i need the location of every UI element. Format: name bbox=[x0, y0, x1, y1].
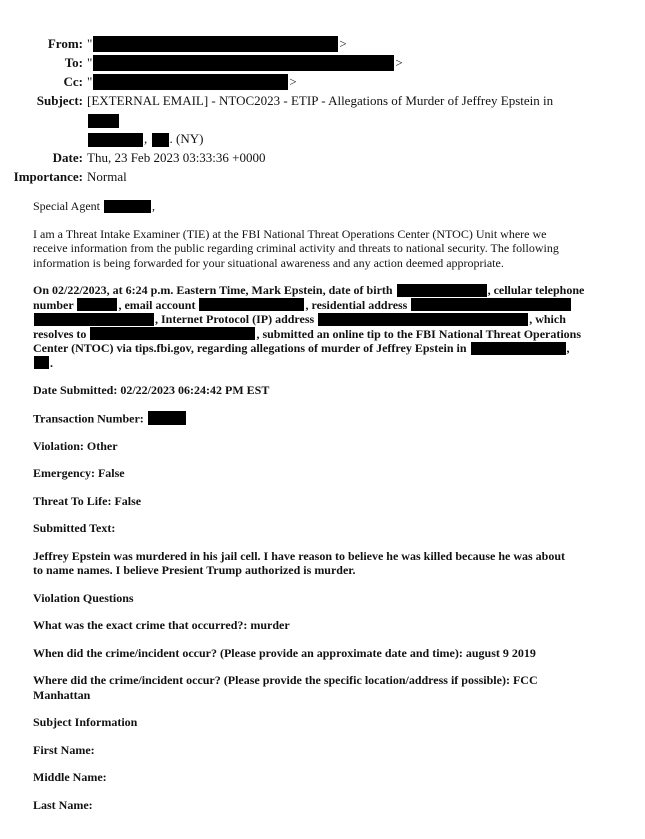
text-run: > bbox=[395, 55, 403, 70]
text-run: Center (NTOC) via tips.fbi.gov, regarding allegations of murder of Jeffrey Epstein in bbox=[33, 341, 470, 355]
header-field-importance bbox=[0, 167, 645, 186]
text-run: Subject Information bbox=[33, 715, 138, 729]
redaction-bar bbox=[397, 284, 487, 297]
text-run: " bbox=[87, 74, 93, 89]
paragraph bbox=[33, 199, 643, 214]
redaction-bar bbox=[199, 298, 304, 311]
text-run: Submitted Text: bbox=[33, 521, 116, 535]
paragraph bbox=[33, 715, 643, 730]
paragraph bbox=[33, 591, 643, 606]
header-field-cc bbox=[0, 72, 645, 91]
text-run: , submitted an online tip to the FBI National Threat Operations bbox=[256, 326, 582, 341]
redaction-bar bbox=[90, 327, 255, 340]
text-run: , residential address bbox=[305, 297, 411, 312]
paragraph bbox=[33, 618, 643, 633]
header-field-value bbox=[83, 34, 588, 53]
paragraph bbox=[33, 411, 643, 426]
paragraph bbox=[33, 549, 643, 578]
paragraph bbox=[33, 494, 643, 509]
paragraph bbox=[33, 646, 643, 661]
header-field-date bbox=[0, 148, 645, 167]
redaction-bar bbox=[34, 313, 154, 326]
text-run: When did the crime/incident occur? (Please provide an approximate date and time): august 9 2019 bbox=[33, 645, 536, 660]
redaction-bar bbox=[471, 342, 566, 355]
paragraph bbox=[33, 770, 643, 785]
text-run: " bbox=[87, 36, 93, 51]
redaction-bar bbox=[411, 298, 571, 311]
text-run: , Internet Protocol (IP) address bbox=[155, 312, 318, 326]
header-field-label: Importance: bbox=[13, 169, 83, 184]
redaction-bar bbox=[148, 411, 186, 425]
text-run: resolves to bbox=[33, 326, 90, 341]
redaction-bar bbox=[93, 55, 394, 71]
header-field-value bbox=[83, 91, 588, 148]
redaction-bar bbox=[88, 133, 143, 147]
text-run: Thu, 23 Feb 2023 03:33:36 +0000 bbox=[87, 150, 266, 165]
header-field-label: From: bbox=[47, 36, 83, 51]
text-run: Last Name: bbox=[33, 797, 93, 812]
text-run: to name names. I believe Presient Trump authorized is murder. bbox=[33, 563, 356, 577]
text-run: Jeffrey Epstein was murdered in his jail cell. I have reason to believe he was killed because he was about bbox=[33, 548, 565, 563]
redaction-bar bbox=[77, 298, 117, 311]
paragraph bbox=[33, 673, 643, 702]
paragraph bbox=[33, 466, 643, 481]
text-run: > bbox=[289, 74, 297, 89]
header-field-label: Cc: bbox=[63, 74, 83, 89]
text-run: information is being forwarded for your situational awareness and any action deemed appropriate. bbox=[33, 255, 504, 270]
text-run: Date Submitted: 02/22/2023 06:24:42 PM EST bbox=[33, 383, 270, 397]
text-run: , bbox=[144, 131, 151, 146]
paragraph bbox=[33, 743, 643, 758]
text-run: Manhattan bbox=[33, 687, 91, 702]
redaction-bar bbox=[93, 36, 338, 52]
redaction-bar bbox=[93, 74, 288, 90]
text-run: On 02/22/2023, at 6:24 p.m. Eastern Time, Mark Epstein, date of birth bbox=[33, 283, 396, 297]
text-run: , email account bbox=[118, 297, 199, 312]
text-run: , cellular telephone bbox=[487, 283, 585, 297]
text-run: Transaction Number: bbox=[33, 411, 147, 425]
text-run: Violation Questions bbox=[33, 590, 134, 605]
redaction-bar bbox=[34, 356, 49, 369]
paragraph bbox=[33, 227, 643, 271]
email-header bbox=[0, 34, 645, 186]
text-run: I am a Threat Intake Examiner (TIE) at the FBI National Threat Operations Center (NTOC) Unit where we bbox=[33, 226, 547, 241]
paragraph bbox=[33, 383, 643, 398]
redaction-bar bbox=[88, 114, 119, 128]
header-field-label: To: bbox=[64, 55, 83, 70]
text-run: , bbox=[566, 341, 570, 355]
paragraph bbox=[33, 439, 643, 454]
text-run: What was the exact crime that occurred?: murder bbox=[33, 618, 290, 632]
text-run: receive information from the public regarding criminal activity and threats to national security. The following bbox=[33, 241, 559, 255]
text-run: Threat To Life: False bbox=[33, 493, 142, 508]
text-run: Violation: Other bbox=[33, 438, 118, 453]
text-run: . (NY) bbox=[169, 131, 204, 146]
header-field-label: Date: bbox=[52, 150, 83, 165]
text-run: Emergency: False bbox=[33, 466, 125, 480]
text-run: Special Agent bbox=[33, 199, 103, 213]
text-run: , bbox=[151, 199, 155, 213]
header-field-value bbox=[83, 167, 588, 186]
redaction-bar bbox=[152, 133, 169, 147]
header-field-value bbox=[83, 53, 588, 72]
redaction-bar bbox=[318, 313, 528, 326]
header-field-label: Subject: bbox=[36, 93, 83, 108]
paragraph bbox=[33, 798, 643, 813]
header-field-value bbox=[83, 72, 588, 91]
text-run: > bbox=[339, 36, 347, 51]
header-field-value bbox=[83, 148, 588, 167]
text-run: [EXTERNAL EMAIL] - NTOC2023 - ETIP - Allegations of Murder of Jeffrey Epstein in bbox=[87, 93, 554, 108]
text-run: First Name: bbox=[33, 742, 95, 757]
text-run: " bbox=[87, 55, 93, 70]
header-field-subject bbox=[0, 91, 645, 148]
header-field-to bbox=[0, 53, 645, 72]
text-run: . bbox=[50, 355, 53, 370]
text-run: Middle Name: bbox=[33, 770, 107, 784]
redaction-bar bbox=[104, 200, 151, 213]
paragraph bbox=[33, 283, 643, 370]
text-run: , which bbox=[529, 312, 566, 326]
text-run: Normal bbox=[87, 169, 127, 184]
email-body bbox=[0, 199, 643, 812]
text-run: Where did the crime/incident occur? (Please provide the specific location/address if possible): FCC bbox=[33, 673, 538, 687]
paragraph bbox=[33, 521, 643, 536]
text-run: number bbox=[33, 297, 77, 312]
header-field-from bbox=[0, 34, 645, 53]
